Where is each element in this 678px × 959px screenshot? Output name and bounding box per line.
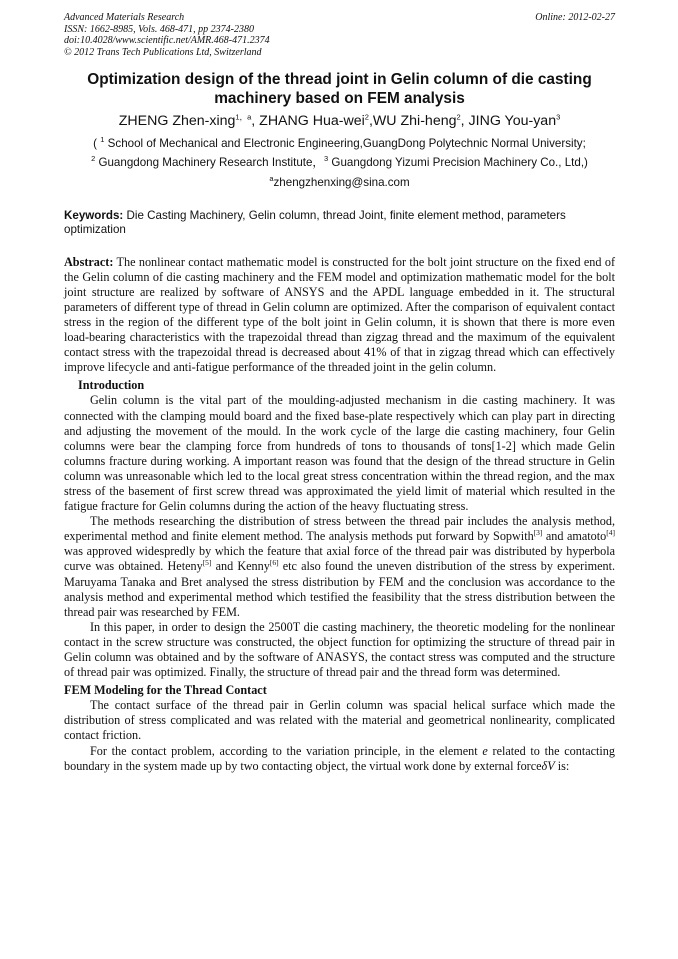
variable-e: e [482,743,488,758]
fem-p2-part-c: is: [554,758,570,773]
keywords [64,209,615,236]
fem-p2-part-b: related to the contacting boundary in the system made up by two contacting object, the virtual work done by external force [64,743,615,773]
author-3: ,WU Zhi-heng [368,113,457,130]
abstract-label: Abstract: [64,254,114,269]
intro-p2-part-a: The methods researching the distribution of stress between the thread pair includes the analysis method, experimental method and finite element method. The analysis methods put forward by Sopwith [64,514,615,544]
section-heading-introduction: Introduction [78,378,145,393]
fem-p2-part-a: For the contact problem, according to the variation principle, in the element [90,743,483,758]
paper-title: Optimization design of the thread joint in Gelin column of die casting machinery based on FEM analysis [87,71,592,108]
affiliation-2-sup: 2 [91,154,96,164]
author-2-sup: 2 [364,112,369,122]
author-4-sup: 3 [556,112,561,122]
doi-line: doi:10.4028/www.scientific.net/AMR.468-471.2374 [64,35,270,47]
variable-delta-v: δV [541,758,555,773]
affiliation-3-text: Guangdong Yizumi Precision Machinery Co., Ltd,) [328,156,588,170]
citation-3: [3] [533,528,543,538]
issn-line: ISSN: 1662-8985, Vols. 468-471, pp 2374-2380 [64,23,254,35]
intro-paragraph-2 [64,514,615,620]
copyright-line: © 2012 Trans Tech Publications Ltd, Switzerland [64,46,262,58]
section-heading-fem: FEM Modeling for the Thread Contact [64,683,267,698]
email-sup: a [269,174,274,184]
author-1: ZHENG Zhen-xing [118,113,236,130]
affiliation-line-1 [64,136,615,151]
abstract-text: The nonlinear contact mathematic model is constructed for the bolt joint structure on the fixed end of the Gelin column of die casting machinery and the FEM model and optimization mathematic model for the bolt joint structure are realized by software of ANSYS and the APDL language embedded in it. The structural parameters of different type of thread in Gelin column are optimized. After the comparison of equivalent contact stress in the region of the different type of the bolt joint in Gelin column, it is shown that there is more even load-bearing characteristics with the trapezoidal thread than zigzag thread and the maximum of the equivalent contact stress with the trapezoidal thread is decreased about 41% of that in zigzag thread which can effectively improve lifecycle and anti-fatigue performance of the threaded joint in the gelin column. [64,254,615,375]
author-3-sup: 2 [456,112,461,122]
intro-p2-part-d: and Kenny [211,559,270,574]
abstract [64,255,615,376]
affiliation-line-2 [64,155,615,170]
keywords-text: Die Casting Machinery, Gelin column, thread Joint, finite element method, parameters optimization [64,209,566,236]
author-email [64,176,615,189]
author-4: , JING You-yan [460,113,557,130]
journal-header [64,12,615,58]
email-text: zhengzhenxing@sina.com [273,176,410,190]
intro-p2-part-b: and amatoto [542,529,607,544]
intro-p2-part-e: etc also found the uneven distribution of the stress by experiment. Maruyama Tanaka and Bret analysed the stress distribution by FEM and the conclusion was accordance to the analysis method and experimental method which testified the feasibility that the stress distribution between the thread pair was researched by FEM. [64,559,616,619]
intro-paragraph-3: In this paper, in order to design the 2500T die casting machinery, the theoretic modeling for the nonlinear contact in the screw structure was constructed, the object function for optimizing the structure of thread pair in Gelin column was obtained and by the software of ANASYS, the contact stress was computed and the structure of thread pair was optimized. Finally, the structure of thread pair and the thread form was determined. [64,619,615,680]
author-list [64,112,615,130]
affiliation-1-sup: 1 [100,135,105,145]
fem-paragraph-2 [64,744,615,774]
paper-page [64,12,615,774]
journal-name: Advanced Materials Research [64,12,185,23]
keywords-label: Keywords: [64,209,124,223]
affiliation-open-paren: ( [93,137,101,151]
fem-paragraph-1: The contact surface of the thread pair in Gerlin column was spacial helical surface which made the distribution of stress complicated and was related with the material and geometrical nonlinearity, complicated contact friction. [64,698,615,743]
affiliation-1-text: School of Mechanical and Electronic Engineering,GuangDong Polytechnic Normal University; [104,137,586,151]
citation-4: [4] [606,528,615,538]
affiliation-2-text: Guangdong Machinery Research Institute， [95,156,325,170]
author-1-sup: 1，a [235,112,252,122]
intro-p2-part-c: was approved widespredly by which the feature that axial force of the thread pair was distributed by hyperbola curve was obtained. Heteny [64,544,615,574]
online-date: Online: 2012-02-27 [535,12,615,23]
author-2: , ZHANG Hua-wei [251,113,365,130]
intro-paragraph-1: Gelin column is the vital part of the moulding-adjusted mechanism in die casting machinery. It was connected with the clamping mould board and the fixed base-plate respectively which can play part in directing and adjusting the movement of the mould. In the work cycle of the large die casting machinery, four Gelin columns were bear the clamping force from hundreds of tons to thousands of tons[1-2] which made Gelin columns fracture during working. A important reason was found that the design of the thread structure in Gelin column was unreasonable which led to the local great stress concentration within the thread region, and the max stress of the basement of first screw thread was approximated the yield limit of material which resulted in the fatigue fracture for Gelin columns during the action of the heavy fluctuating stress. [64,393,615,514]
citation-6: [6] [269,558,279,568]
affiliation-3-sup: 3 [324,154,329,164]
citation-5: [5] [202,558,212,568]
